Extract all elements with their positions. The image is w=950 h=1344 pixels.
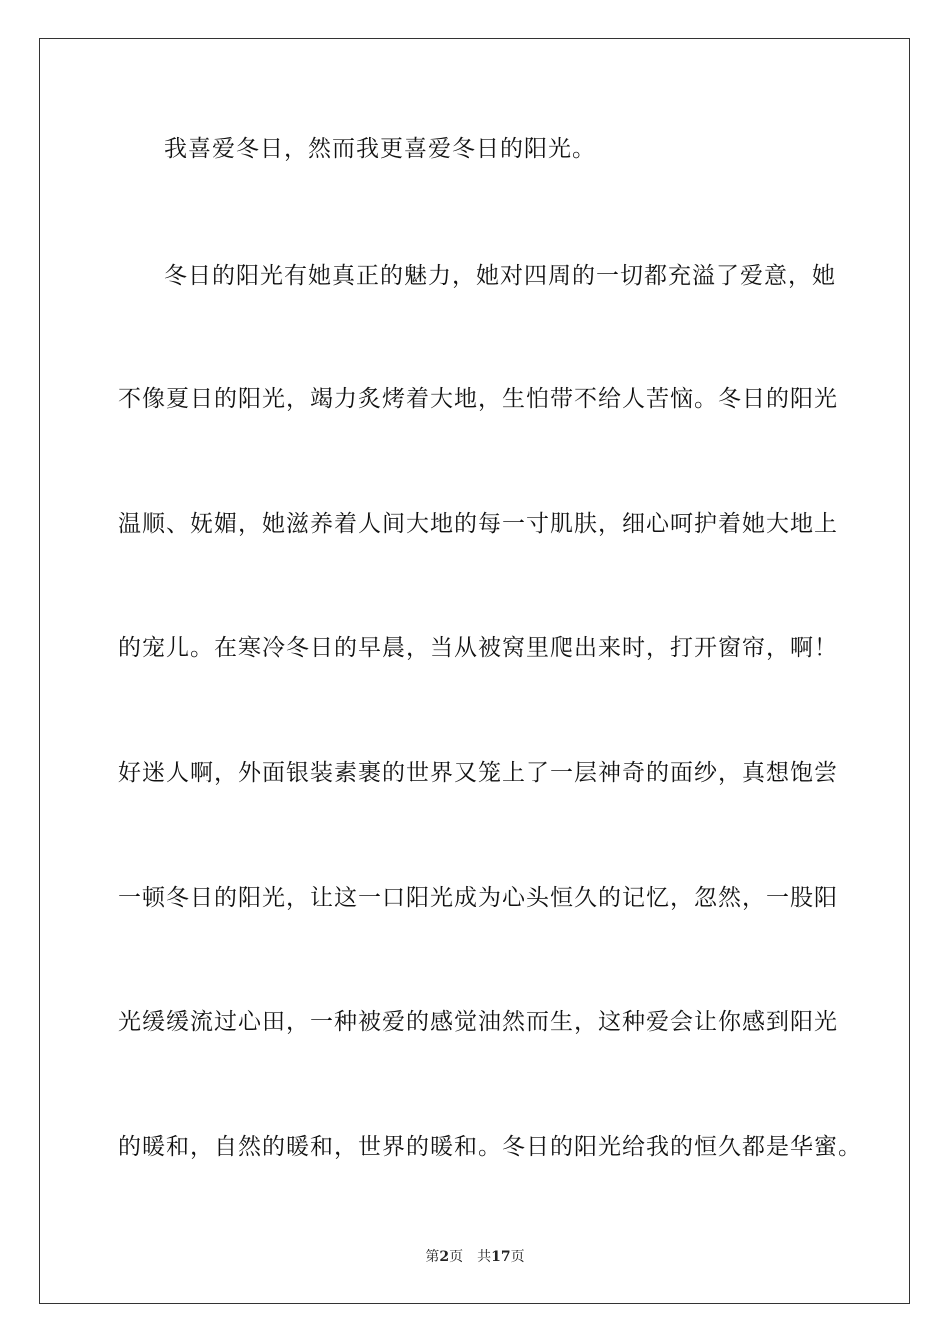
page-footer (0, 1248, 950, 1266)
paragraph-2-line-2: 不像夏日的阳光，竭力炙烤着大地，生怕带不给人苦恼。冬日的阳光 (118, 386, 838, 412)
paragraph-2-line-4: 的宠儿。在寒冷冬日的早晨，当从被窝里爬出来时，打开窗帘，啊！ (118, 635, 838, 661)
total-suffix: 页 (510, 1249, 525, 1265)
paragraph-1: 我喜爱冬日，然而我更喜爱冬日的阳光。 (164, 136, 596, 162)
page-suffix: 页 (449, 1249, 464, 1265)
page-prefix: 第 (425, 1249, 440, 1265)
total-prefix: 共 (477, 1249, 492, 1265)
paragraph-2-line-3: 温顺、妩媚，她滋养着人间大地的每一寸肌肤，细心呵护着她大地上 (118, 511, 838, 537)
paragraph-2-line-7: 光缓缓流过心田，一种被爱的感觉油然而生，这种爱会让你感到阳光 (118, 1009, 838, 1035)
paragraph-2-line-5: 好迷人啊，外面银装素裹的世界又笼上了一层神奇的面纱，真想饱尝 (118, 760, 838, 786)
total-pages: 17 (491, 1249, 511, 1265)
paragraph-2-line-1: 冬日的阳光有她真正的魅力，她对四周的一切都充溢了爱意，她 (164, 263, 836, 289)
paragraph-2-line-8: 的暖和，自然的暖和，世界的暖和。冬日的阳光给我的恒久都是华蜜。 (118, 1134, 862, 1160)
page-number: 2 (439, 1249, 450, 1265)
paragraph-2-line-6: 一顿冬日的阳光，让这一口阳光成为心头恒久的记忆，忽然，一股阳 (118, 885, 838, 911)
page-frame (39, 38, 910, 1304)
